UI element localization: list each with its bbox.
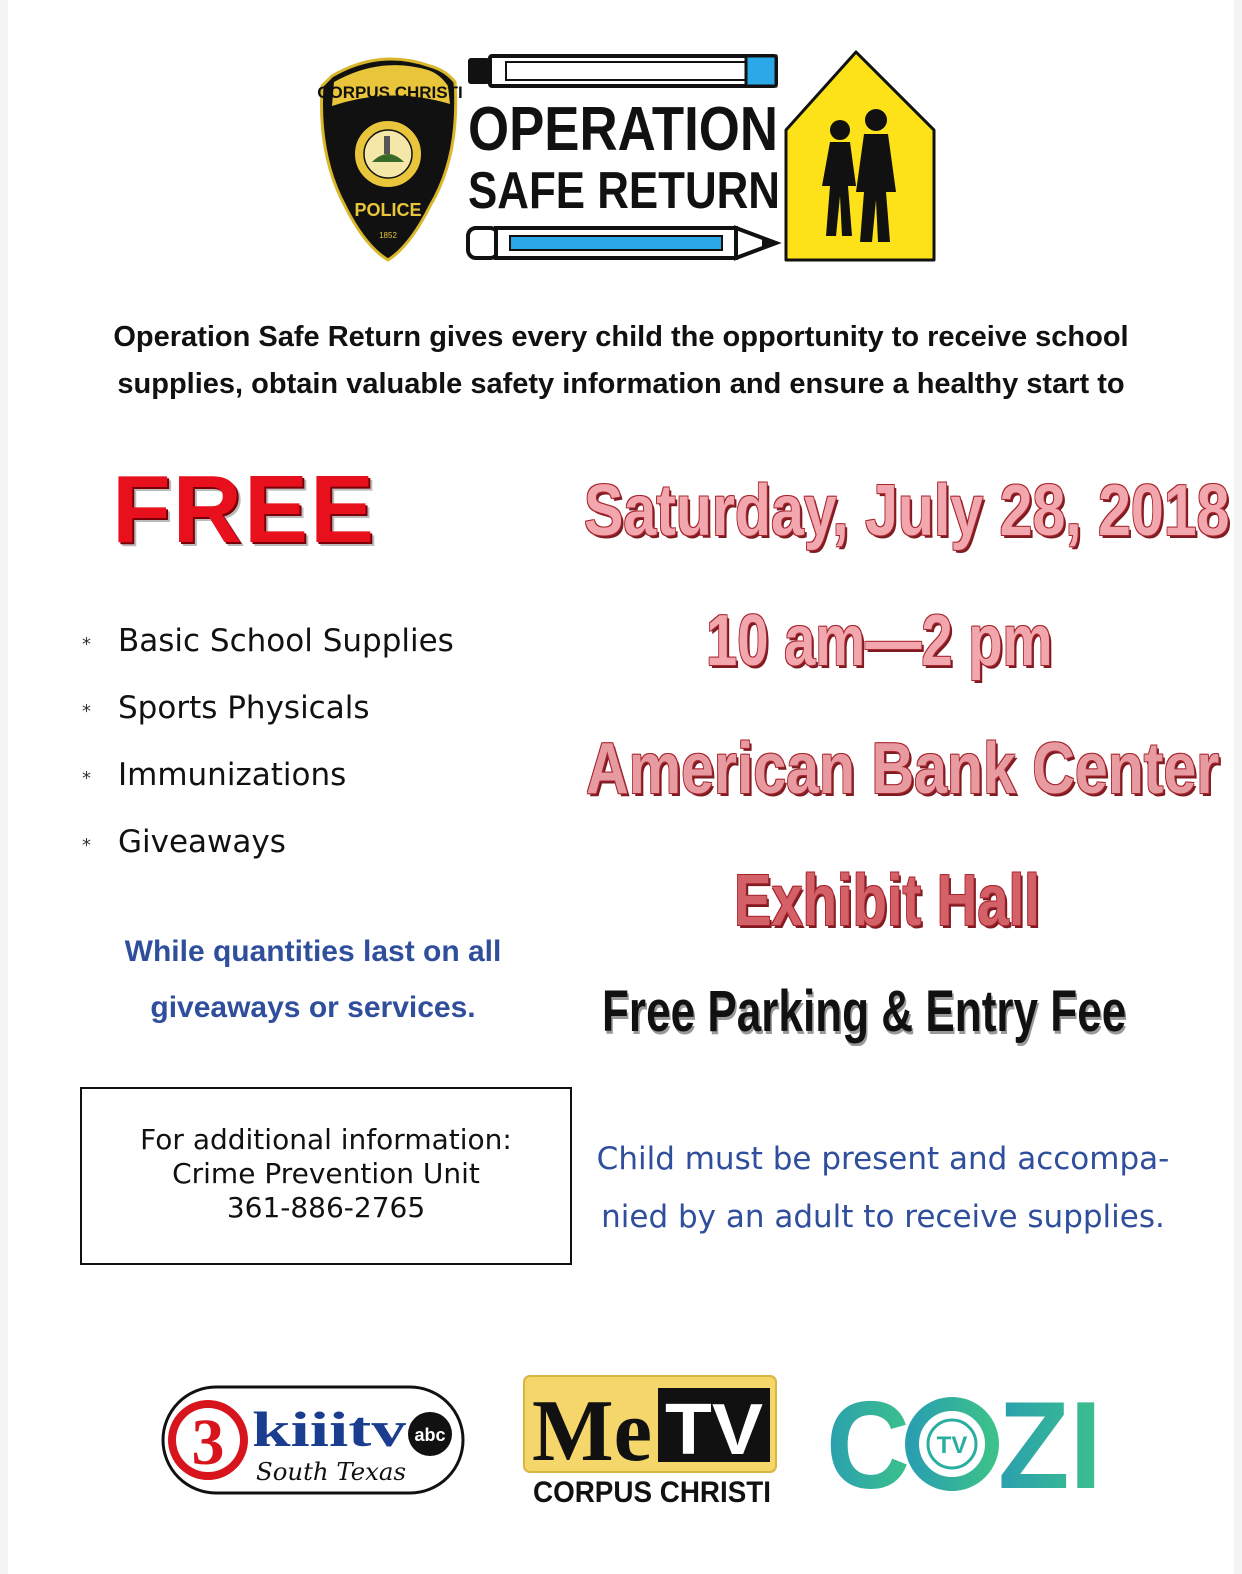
- benefits-list: [78, 616, 454, 884]
- metv-tv: TV: [665, 1390, 763, 1470]
- info-line2: Crime Prevention Unit: [172, 1157, 480, 1190]
- title-line1: OPERATION: [468, 95, 778, 164]
- event-time: 10 am—2 pm: [706, 601, 1053, 681]
- intro-paragraph: [66, 314, 1176, 408]
- free-parking-text: Free Parking & Entry Fee: [602, 979, 1127, 1044]
- kiii-network: abc: [414, 1425, 446, 1445]
- info-line1: For additional information:: [140, 1123, 512, 1156]
- badge-top-text: CORPUS CHRISTI: [317, 83, 463, 102]
- intro-line1: Operation Safe Return gives every child the opportunity to receive school: [113, 321, 1129, 353]
- kiii-name: kiiitv: [252, 1401, 406, 1457]
- quantities-note: While quantities last on all giveaways or services.: [124, 935, 502, 1024]
- cozi-c: C: [826, 1382, 910, 1502]
- pencil-top-icon: [468, 56, 776, 86]
- bullet-icon: *: [82, 835, 91, 856]
- list-item: * Basic School Supplies: [78, 616, 454, 683]
- badge-year-text: 1852: [379, 231, 397, 240]
- list-item: * Sports Physicals: [78, 683, 454, 750]
- contact-info-box: [80, 1087, 572, 1265]
- cozi-tv: TV: [936, 1432, 968, 1459]
- header-logo-group: [310, 46, 940, 270]
- event-date: Saturday, July 28, 2018: [584, 471, 1230, 551]
- title-line2: SAFE RETURN: [468, 162, 780, 220]
- child-note: Child must be present and accompa- nied by an adult to receive supplies.: [596, 1141, 1170, 1235]
- bullet-icon: *: [82, 768, 91, 789]
- cozi-zi: ZI: [998, 1382, 1102, 1502]
- bullet-icon: *: [82, 634, 91, 655]
- intro-line2: supplies, obtain valuable safety information and ensure a healthy start to: [117, 368, 1125, 400]
- event-venue: American Bank Center: [586, 729, 1220, 809]
- bullet-icon: *: [82, 701, 91, 722]
- police-badge-icon: [317, 59, 462, 260]
- list-item: * Immunizations: [78, 750, 454, 817]
- phone-number: 361-886-2765: [226, 1191, 426, 1224]
- metv-logo: [522, 1374, 782, 1508]
- kiii-tv-logo: [160, 1384, 466, 1496]
- school-crossing-sign-icon: [786, 52, 934, 260]
- metv-me: Me: [532, 1383, 652, 1480]
- free-heading: FREE: [112, 456, 377, 563]
- metv-city: CORPUS CHRISTI: [533, 1476, 771, 1508]
- pencil-bottom-icon: [468, 228, 776, 258]
- flyer-page: [8, 0, 1234, 1574]
- kiii-region: South Texas: [256, 1458, 406, 1486]
- badge-bottom-text: POLICE: [354, 200, 422, 220]
- kiii-number: 3: [191, 1406, 225, 1479]
- cozi-tv-logo: [826, 1382, 1106, 1502]
- event-hall: Exhibit Hall: [734, 861, 1040, 941]
- list-item: * Giveaways: [78, 817, 454, 884]
